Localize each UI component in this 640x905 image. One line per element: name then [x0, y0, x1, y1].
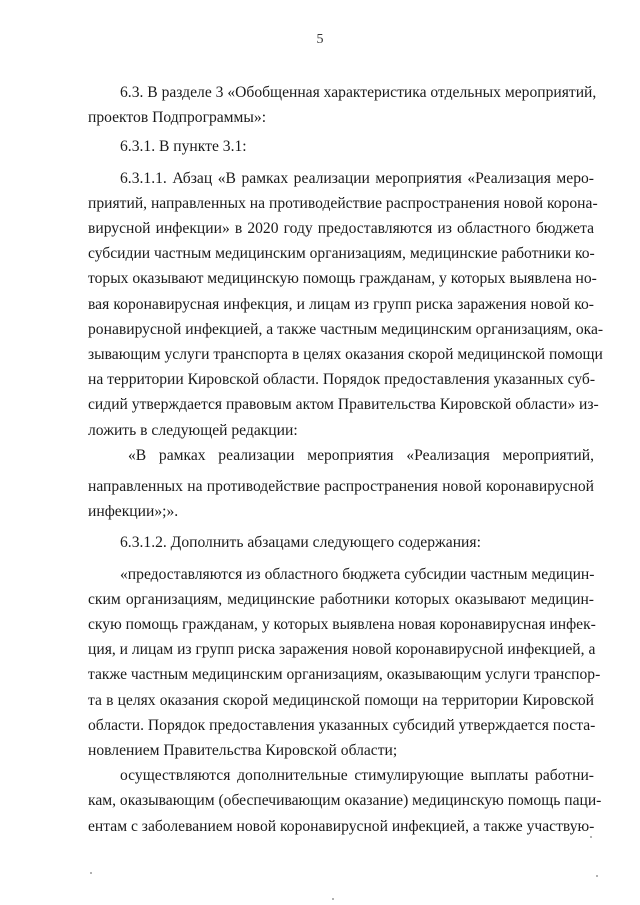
text-line: 6.3. В разделе 3 «Обобщенная характеристика отдельных мероприятий, [120, 84, 597, 101]
text-line: зывающим услуги транспорта в целях оказания скорой медицинской помощи [88, 346, 603, 364]
paragraph [88, 562, 601, 764]
text-line: субсидии частным медицинским организациям, медицинские работники ко- [88, 245, 595, 263]
scan-speck [90, 872, 92, 874]
text-line: сидий утверждается правовым актом Правительства Кировской области» из- [88, 396, 599, 414]
text-line: вирусной инфекции» в 2020 году предоставляются из областного бюджета [88, 220, 594, 238]
text-line: 6.3.1.2. Дополнить абзацами следующего содержания: [120, 534, 481, 552]
paragraph [88, 134, 594, 159]
paragraph [88, 763, 602, 839]
text-line: инфекции»;». [88, 503, 179, 521]
paragraph [88, 443, 594, 468]
text-line: «предоставляются из областного бюджета субсидии частным медицин- [120, 565, 595, 583]
text-line: области. Порядок предоставления указанных субсидий утверждается поста- [88, 716, 596, 734]
text-line: торых оказывают медицинскую помощь гражданам, у которых выявлена но- [88, 270, 597, 288]
text-line: ентам с заболеванием новой коронавирусной инфекцией, а также участвую- [88, 817, 595, 835]
document-body [88, 80, 604, 839]
text-line: ронавирусной инфекцией, а также частным медицинским организациям, ока- [88, 320, 604, 338]
text-line: ским организациям, медицинские работники которых оказывают медицин- [88, 590, 594, 608]
text-line: «В рамках реализации мероприятия «Реализация мероприятий, [128, 446, 594, 464]
text-line: та в целях оказания скорой медицинской помощи на территории Кировской [88, 691, 594, 709]
text-line: 6.3.1.1. Абзац «В рамках реализации мероприятия «Реализация меро- [120, 169, 594, 187]
text-line: осуществляются дополнительные стимулирующие выплаты работни- [120, 767, 594, 785]
text-line: кам, оказывающим (обеспечивающим оказание) медицинскую помощь паци- [88, 792, 602, 810]
paragraph [88, 80, 597, 130]
scan-speck [332, 898, 334, 900]
text-line: приятий, направленных на противодействие распространения новой корона- [88, 194, 598, 212]
scan-speck [596, 875, 598, 877]
text-line: проектов Подпрограммы»: [88, 109, 267, 127]
paragraph [88, 474, 594, 524]
text-line: вая коронавирусная инфекция, и лицам из групп риска заражения новой ко- [88, 295, 594, 313]
text-line: ложить в следующей редакции: [88, 421, 298, 439]
text-line: направленных на противодействие распространения новой коронавирусной [88, 478, 594, 496]
text-line: 6.3.1. В пункте 3.1: [120, 138, 247, 156]
paragraph [88, 166, 604, 443]
text-line: на территории Кировской области. Порядок предоставления указанных суб- [88, 371, 596, 389]
text-line: ция, и лицам из групп риска заражения новой коронавирусной инфекцией, а [88, 641, 596, 659]
text-line: скую помощь гражданам, у которых выявлена новая коронавирусная инфек- [88, 616, 596, 634]
text-line: новлением Правительства Кировской области; [88, 742, 398, 760]
text-line: также частным медицинским организациям, оказывающим услуги транспор- [88, 666, 601, 684]
paragraph [88, 530, 594, 555]
page-number: 5 [316, 32, 324, 47]
